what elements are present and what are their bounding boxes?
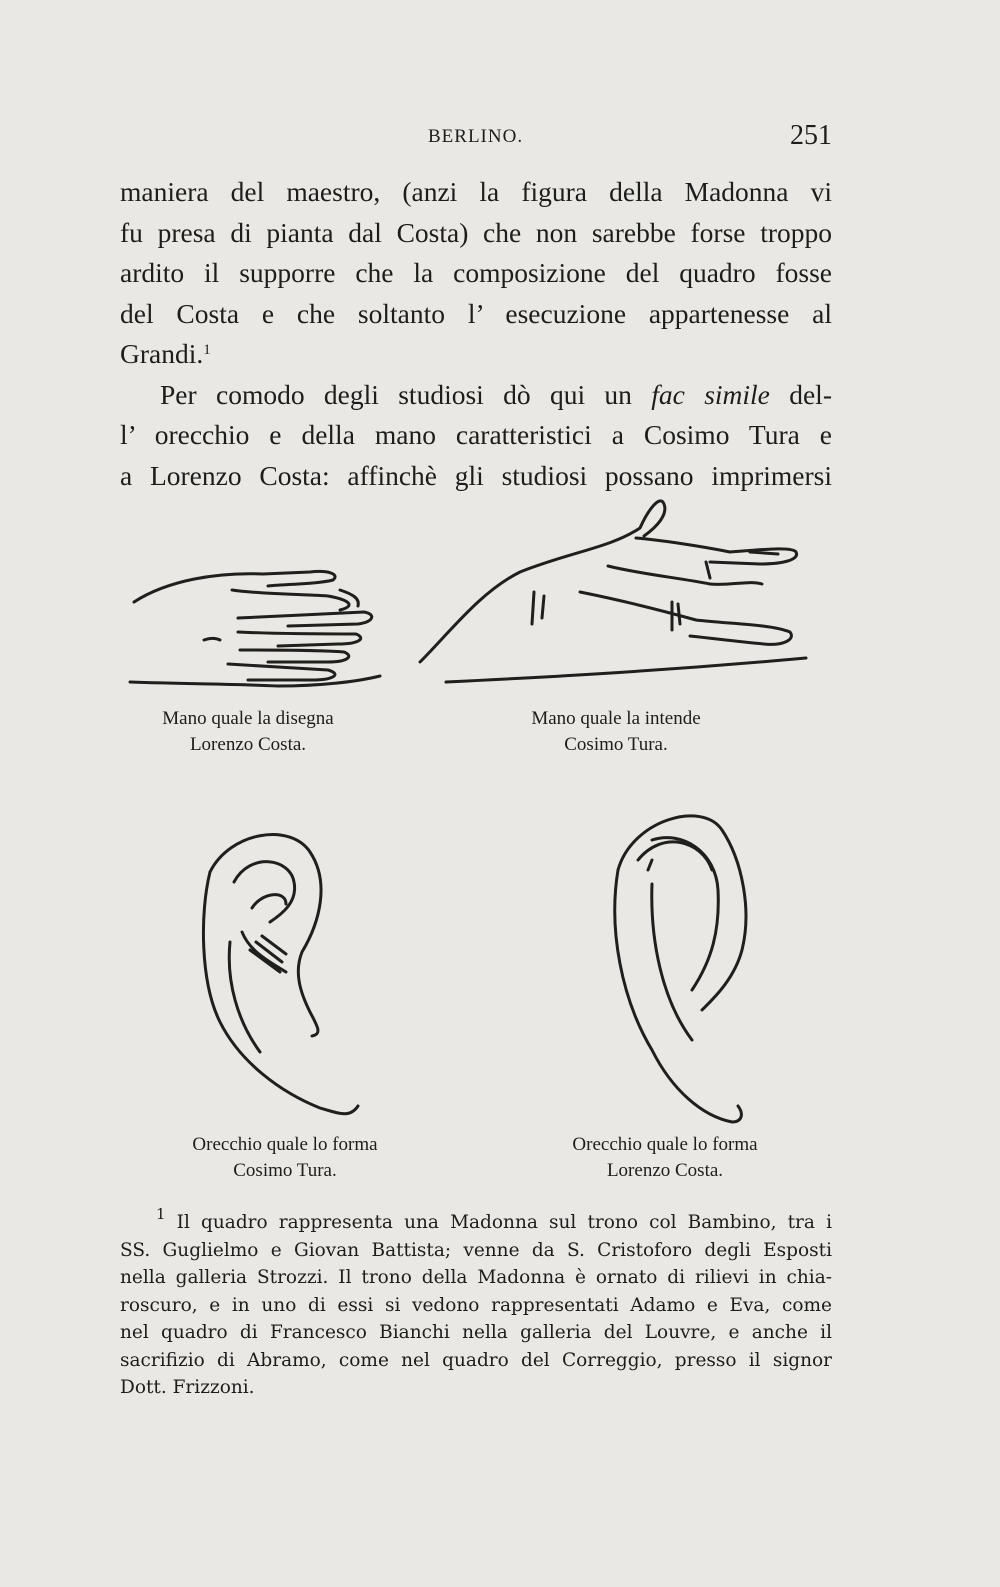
caption-ear-costa: [530, 1132, 800, 1184]
body-line: ardito il supporre che la composizione del quadro fosse: [120, 257, 832, 288]
body-line: l’ orecchio e della mano caratteristici a Cosimo Tura e: [120, 419, 832, 450]
caption-line: Lorenzo Costa.: [606, 1160, 724, 1181]
ear-tura-illustration: [190, 822, 370, 1122]
caption-line: Cosimo Tura.: [564, 734, 668, 755]
hand-costa-illustration: [128, 550, 388, 700]
page-number: 251: [790, 120, 832, 151]
footnote-line: sacrifizio di Abramo, come nel quadro del Correggio, presso il signor: [120, 1349, 832, 1371]
caption-ear-tura: [150, 1132, 420, 1184]
hand-tura-illustration: [410, 492, 810, 692]
page-header: [120, 120, 832, 160]
caption-line: Cosimo Tura.: [233, 1160, 337, 1181]
body-line: maniera del maestro, (anzi la figura della Madonna vi: [120, 176, 832, 207]
footnote-line: roscuro, e in uno di essi si vedono rappresentati Adamo e Eva, come: [120, 1294, 832, 1316]
italic-term: fac simile: [651, 378, 770, 410]
text-run: del-: [769, 378, 832, 410]
paragraph-end-text: Grandi.: [120, 338, 204, 369]
body-line: del Costa e che soltanto l’ esecuzione appartenesse al: [120, 297, 832, 329]
footnote-reference: 1: [203, 342, 211, 358]
caption-line: Orecchio quale lo forma: [572, 1134, 758, 1155]
footnote-marker: 1: [156, 1205, 166, 1223]
running-title: BERLINO.: [428, 126, 524, 147]
caption-hand-costa: [128, 706, 368, 758]
caption-line: Orecchio quale lo forma: [192, 1134, 378, 1155]
footnote-line: [120, 1205, 832, 1237]
footnote-line: nella galleria Strozzi. Il trono della Madonna è ornato di rilievi in chia-: [120, 1267, 832, 1288]
text-run: Per comodo degli studiosi dò qui un: [160, 378, 652, 410]
caption-line: Mano quale la intende: [531, 708, 701, 729]
footnote: [120, 1205, 832, 1402]
footnote-line: Dott. Frizzoni.: [120, 1377, 255, 1398]
body-line: fu presa di pianta dal Costa) che non sarebbe forse troppo: [120, 216, 832, 248]
body-line: [120, 375, 832, 416]
caption-hand-tura: [496, 706, 736, 758]
body-line: a Lorenzo Costa: affinchè gli studiosi possano imprimersi: [120, 459, 832, 491]
footnote-line: nel quadro di Francesco Bianchi nella galleria del Louvre, e anche il: [120, 1322, 832, 1343]
footnote-line: SS. Guglielmo e Giovan Battista; venne da S. Cristoforo degli Esposti: [120, 1239, 832, 1261]
caption-line: Mano quale la disegna: [162, 708, 334, 729]
caption-line: Lorenzo Costa.: [189, 734, 307, 755]
text-run: Il quadro rappresenta una Madonna sul trono col Bambino, tra i: [165, 1212, 832, 1233]
body-text: [120, 172, 832, 496]
ear-costa-illustration: [592, 800, 772, 1130]
body-line: [120, 334, 832, 375]
